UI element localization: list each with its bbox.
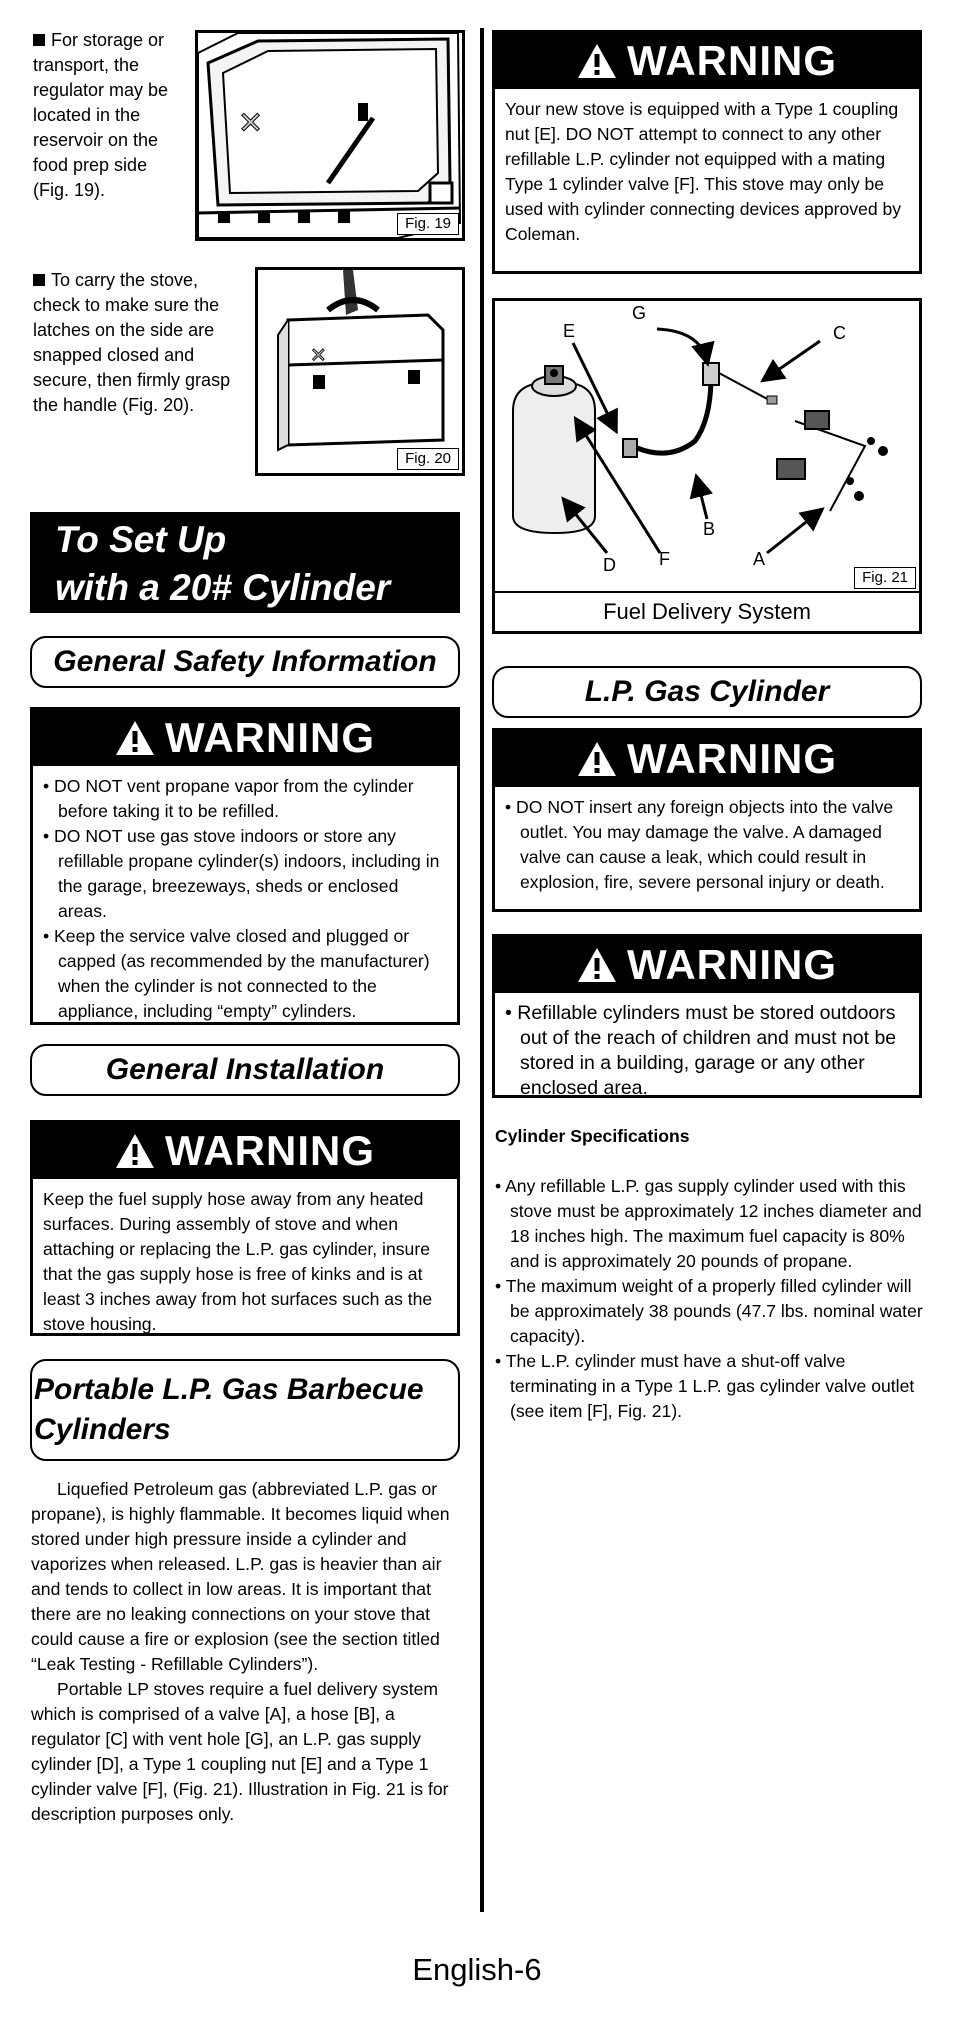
warning-triangle-icon: [577, 947, 617, 983]
square-bullet-icon: [33, 274, 45, 286]
fig-19-label: Fig. 19: [397, 213, 459, 235]
label-e: E: [563, 321, 576, 341]
general-safety-heading: General Safety Information: [30, 636, 460, 688]
warning-label: WARNING: [165, 714, 375, 761]
paragraph: Portable LP stoves require a fuel delivery system which is comprised of a valve [A], a hose [B], a regulator [C] with vent hole [G], an L.P. gas supply cylinder [D], a Type 1 coupling nut [E] and a Type 1 cylinder valve [F], (Fig. 21). Illustration in Fig. 21 is for description purposes only.: [31, 1679, 449, 1824]
spec-item: • The maximum weight of a properly filled cylinder will be approximately 38 pounds (47.7 lbs. nominal water capacity).: [495, 1276, 923, 1346]
warning-label: WARNING: [165, 1127, 375, 1174]
stove-carry-illustration: [258, 270, 462, 473]
storage-warning-text: • Refillable cylinders must be stored outdoors out of the reach of children and must not be stored in a building, garage or any other enclosed area.: [505, 1002, 897, 1099]
portable-heading-line-2: Cylinders: [34, 1413, 171, 1446]
warning-header: [495, 731, 919, 787]
installation-warning-text: Keep the fuel supply hose away from any heated surfaces. During assembly of stove and when attaching or replacing the L.P. gas cylinder, insure that the gas supply hose is free of kinks and is at least 3 inches away from hot surfaces such as the stove housing.: [43, 1189, 433, 1334]
portable-cylinders-text: [31, 1477, 461, 1827]
warning-label: WARNING: [627, 941, 837, 988]
figure-20: [255, 267, 465, 476]
lp-gas-cylinder-heading: L.P. Gas Cylinder: [492, 666, 922, 718]
safety-item: • Keep the service valve closed and plugged or capped (as recommended by the manufacturer) when the cylinder is not connected to the appliance, including “empty” cylinders.: [43, 926, 430, 1021]
label-a: A: [753, 549, 766, 569]
carry-text: To carry the stove, check to make sure the latches on the side are snapped closed and secure, then firmly grasp the handle (Fig. 20).: [33, 270, 231, 415]
safety-item: • DO NOT use gas stove indoors or store any refillable propane cylinder(s) indoors, including in the garage, breezeways, sheds or enclosed areas.: [43, 826, 440, 921]
setup-title-banner: [30, 512, 460, 613]
coupling-warning: [492, 30, 922, 274]
fuel-delivery-diagram: [495, 301, 919, 591]
setup-title-line-2: with a 20# Cylinder: [55, 567, 391, 608]
label-d: D: [603, 555, 616, 575]
foreign-objects-text: • DO NOT insert any foreign objects into the valve outlet. You may damage the valve. A damaged valve can cause a leak, which could result in explosion, fire, severe personal injury or death.: [505, 797, 894, 892]
safety-item: • DO NOT vent propane vapor from the cylinder before taking it to be refilled.: [43, 776, 414, 821]
warning-triangle-icon: [577, 43, 617, 79]
fig-21-label: Fig. 21: [854, 567, 916, 589]
warning-header: [33, 1123, 457, 1179]
carry-instruction: [33, 268, 233, 418]
label-c: C: [833, 323, 846, 343]
general-safety-warning: [30, 707, 460, 1025]
warning-triangle-icon: [115, 1133, 155, 1169]
general-installation-warning: [30, 1120, 460, 1336]
storage-instruction: [33, 28, 181, 203]
foreign-objects-warning: [492, 728, 922, 912]
column-divider: [480, 28, 484, 1912]
figure-21: [492, 298, 922, 634]
figure-19: [195, 30, 465, 241]
fig-20-label: Fig. 20: [397, 448, 459, 470]
warning-header: [495, 33, 919, 89]
label-f: F: [659, 549, 670, 569]
page-number: English-6: [412, 1952, 542, 1987]
portable-cylinders-heading: [30, 1359, 460, 1461]
warning-label: WARNING: [627, 735, 837, 782]
storage-text: For storage or transport, the regulator may be located in the reservoir on the food prep side (Fig. 19).: [33, 30, 169, 200]
square-bullet-icon: [33, 34, 45, 46]
spec-item: • Any refillable L.P. gas supply cylinder used with this stove must be approximately 12 inches diameter and 18 inches high. The maximum fuel capacity is 80% and is approximately 20 pounds of propane.: [495, 1176, 922, 1271]
cylinder-specifications-list: [495, 1174, 925, 1424]
warning-triangle-icon: [115, 720, 155, 756]
spec-item: • The L.P. cylinder must have a shut-off valve terminating in a Type 1 L.P. gas cylinder valve outlet (see item [F], Fig. 21).: [495, 1351, 915, 1421]
warning-triangle-icon: [577, 741, 617, 777]
stove-open-illustration: [198, 33, 462, 238]
label-b: B: [703, 519, 716, 539]
paragraph: Liquefied Petroleum gas (abbreviated L.P. gas or propane), is highly flammable. It becomes liquid when stored under high pressure inside a cylinder and vaporizes when released. L.P. gas is heavier than air and tends to collect in low areas. It is important that there are no leaking connections on your stove that could cause a fire or explosion (see the section titled “Leak Testing - Refillable Cylinders”).: [31, 1479, 450, 1674]
coupling-warning-text: Your new stove is equipped with a Type 1 coupling nut [E]. DO NOT attempt to connect to any other refillable L.P. cylinder not equipped with a mating Type 1 cylinder valve [F]. This stove may only be used with cylinder connecting devices approved by Coleman.: [505, 99, 902, 244]
general-installation-heading: General Installation: [30, 1044, 460, 1096]
warning-header: [33, 710, 457, 766]
setup-title-line-1: To Set Up: [55, 519, 227, 560]
fig-21-caption: Fuel Delivery System: [495, 591, 919, 631]
portable-heading-line-1: Portable L.P. Gas Barbecue: [34, 1373, 424, 1406]
storage-warning: [492, 934, 922, 1098]
warning-header: [495, 937, 919, 993]
svg-text:✕: ✕: [310, 343, 327, 367]
warning-label: WARNING: [627, 37, 837, 84]
label-g: G: [632, 303, 647, 323]
cylinder-specifications-heading: Cylinder Specifications: [495, 1126, 690, 1146]
svg-text:✕: ✕: [238, 106, 264, 141]
